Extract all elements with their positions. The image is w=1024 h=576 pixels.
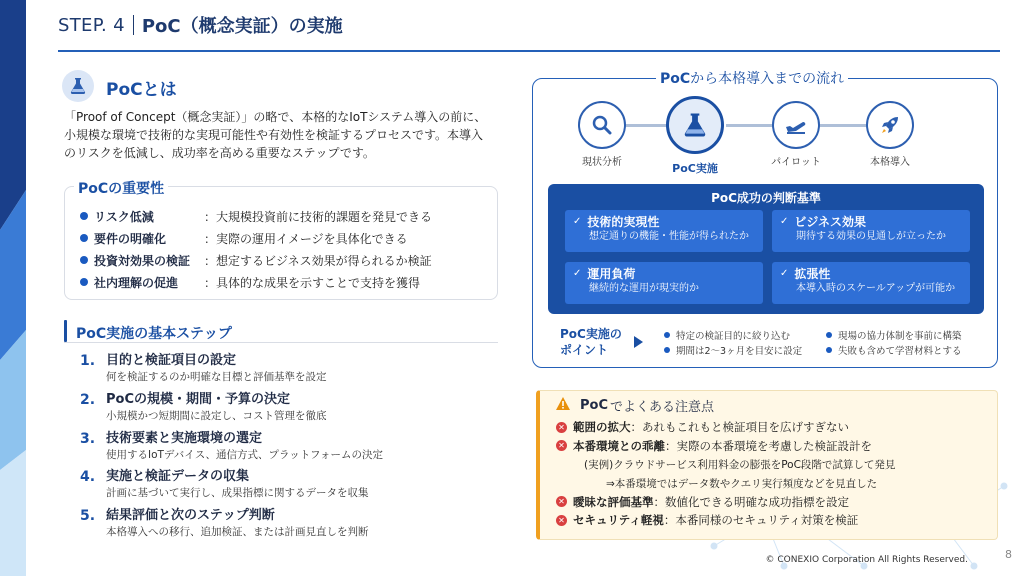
criteria-heading: 運用負荷 — [587, 267, 636, 281]
step-heading: 技術要素と実施環境の選定 — [106, 430, 263, 446]
list-item — [80, 391, 500, 430]
caution-key: 本番環境との乖離 — [573, 438, 665, 453]
step-description: 小規模かつ短期間に設定し、コスト管理を徹底 — [106, 409, 327, 422]
criteria-description: 継続的な運用が現実的か — [589, 283, 699, 294]
flow-node-label: パイロット — [771, 157, 821, 168]
airplane-icon — [772, 101, 820, 149]
flow-node-label: 本格導入 — [870, 157, 910, 168]
page-number: 8 — [1005, 548, 1012, 561]
flow-connector — [726, 124, 772, 127]
check-icon: ✓ — [780, 268, 789, 279]
flow-connector — [820, 124, 866, 127]
step-description: 本格導入への移行、追加検証、または計画見直しを判断 — [106, 526, 369, 539]
flow-title-rest: から本格導入までの流れ — [690, 71, 845, 87]
check-icon: ✓ — [573, 216, 582, 227]
step-description: 使用するIoTデバイス、通信方式、プラットフォームの決定 — [106, 448, 383, 461]
left-edge-decoration — [0, 0, 26, 576]
caution-title — [556, 396, 714, 415]
list-item — [80, 205, 490, 227]
criteria-heading: ビジネス効果 — [794, 215, 867, 229]
bullet-icon — [826, 347, 832, 353]
poc-about-description: 「Proof of Concept（概念実証）」の略で、本格的なIoTシステム導入の前に、小規模な環境で技術的な実現可能性や有効性を検証するプロセスです。本導入のリスクを低減し、成功率を高める重要なステップです。 — [64, 110, 487, 160]
steps-title-accent — [64, 320, 67, 342]
bullet-icon — [664, 332, 670, 338]
poc-about-title: PoCとは — [106, 80, 177, 100]
steps-list — [80, 352, 500, 546]
importance-key: 投資対効果の検証 — [94, 253, 191, 268]
bullet-icon — [80, 212, 88, 220]
list-item — [80, 249, 490, 271]
page-title: PoC（概念実証）の実施 — [141, 16, 343, 37]
bullet-icon — [80, 256, 88, 264]
points-label-line2: ポイント — [560, 343, 609, 357]
step-description: 計画に基づいて実行し、成果指標に関するデータを収集 — [106, 487, 369, 500]
caution-key: 曖昧な評価基準 — [573, 494, 654, 509]
list-item — [556, 418, 996, 437]
play-arrow-icon — [634, 336, 643, 348]
list-item — [664, 343, 802, 357]
criteria-description: 本導入時のスケールアップが可能か — [796, 283, 956, 294]
flow-node-label: PoC実施 — [672, 162, 718, 175]
warning-icon — [556, 397, 570, 414]
step-heading: 実施と検証データの収集 — [106, 469, 250, 485]
criteria-card — [772, 210, 970, 252]
step-heading: 目的と検証項目の設定 — [106, 353, 237, 368]
step-heading: PoCの規模・期間・予算の決定 — [106, 391, 290, 407]
caution-value: ：数値化できる明確な成功指標を設定 — [653, 494, 849, 509]
copyright: © CONEXIO Corporation All Rights Reserved. — [765, 555, 968, 565]
flow-connector — [626, 124, 666, 127]
criteria-heading: 技術的実現性 — [587, 215, 660, 229]
criteria-card — [565, 262, 763, 304]
caution-title-rest: でよくある注意点 — [610, 400, 715, 415]
criteria-card — [565, 210, 763, 252]
list-item — [556, 511, 996, 530]
flow-title-bold: PoC — [660, 71, 691, 87]
check-icon: ✓ — [573, 268, 582, 279]
point-text: 失敗も含めて学習材料とする — [838, 346, 962, 357]
close-circle-icon: ✕ — [556, 440, 567, 451]
step-heading: 結果評価と次のステップ判断 — [106, 508, 275, 524]
flask-icon — [666, 96, 724, 154]
list-item — [80, 352, 500, 391]
list-item — [80, 430, 500, 469]
points-label — [560, 326, 622, 358]
close-circle-icon: ✕ — [556, 496, 567, 507]
importance-key: リスク低減 — [94, 209, 154, 224]
close-circle-icon: ✕ — [556, 422, 567, 433]
caution-value: ：あれもこれもと検証項目を広げすぎない — [630, 420, 849, 435]
importance-key: 社内理解の促進 — [94, 275, 179, 290]
bullet-icon — [664, 347, 670, 353]
caution-example: (実例)クラウドサービス利用料金の膨張をPoC段階で試算して発見 — [584, 458, 896, 471]
caution-title-bold: PoC — [580, 398, 608, 413]
caution-key: セキュリティ軽視 — [573, 513, 664, 528]
step-description: 何を検証するのか明確な目標と評価基準を設定 — [106, 371, 327, 383]
step-number: 3. — [80, 430, 96, 447]
criteria-heading: 拡張性 — [794, 267, 831, 281]
slide-header — [58, 10, 343, 40]
list-item — [80, 271, 490, 293]
list-item — [556, 492, 996, 511]
list-item — [80, 227, 490, 249]
importance-title: PoCの重要性 — [74, 178, 168, 198]
steps-title: PoC実施の基本ステップ — [76, 326, 232, 342]
flow-title — [656, 68, 848, 88]
search-icon — [578, 101, 626, 149]
step-label: STEP. 4 — [58, 14, 125, 36]
header-separator — [133, 15, 134, 35]
points-label-line1: PoC実施の — [560, 327, 622, 341]
importance-list — [80, 205, 490, 293]
flask-icon — [62, 70, 94, 102]
header-rule — [58, 50, 1000, 52]
caution-key: 範囲の拡大 — [573, 420, 631, 435]
criteria-title: PoC成功の判断基準 — [711, 191, 821, 205]
criteria-card — [772, 262, 970, 304]
caution-example: ⇒本番環境ではデータ数やクエリ実行頻度などを見直した — [606, 477, 878, 490]
list-item — [826, 343, 962, 357]
importance-value: ：実際の運用イメージを具体化できる — [204, 231, 408, 246]
list-item — [80, 468, 500, 507]
list-item — [664, 328, 790, 342]
list-item — [826, 328, 962, 342]
point-text: 特定の検証目的に絞り込む — [676, 331, 791, 342]
step-number: 2. — [80, 391, 96, 408]
caution-value: ：本番同様のセキュリティ対策を検証 — [663, 513, 859, 528]
step-number: 1. — [80, 353, 96, 369]
close-circle-icon: ✕ — [556, 515, 567, 526]
list-item — [556, 437, 996, 456]
rocket-icon — [866, 101, 914, 149]
importance-value: ：具体的な成果を示すことで支持を獲得 — [204, 275, 421, 290]
step-number: 4. — [80, 469, 96, 486]
check-icon: ✓ — [780, 216, 789, 227]
list-item — [80, 507, 500, 546]
steps-divider — [64, 342, 498, 343]
caution-list — [556, 418, 996, 530]
importance-value: ：大規模投資前に技術的課題を発見できる — [204, 209, 433, 224]
point-text: 期間は2〜3ヶ月を目安に設定 — [676, 346, 803, 357]
caution-value: ：実際の本番環境を考慮した検証設計を — [665, 438, 872, 453]
criteria-description: 想定通りの機能・性能が得られたか — [589, 231, 749, 242]
bullet-icon — [826, 332, 832, 338]
flow-node-label: 現状分析 — [582, 157, 622, 168]
bullet-icon — [80, 234, 88, 242]
bullet-icon — [80, 278, 88, 286]
criteria-description: 期待する効果の見通しが立ったか — [796, 231, 946, 242]
importance-key: 要件の明確化 — [94, 231, 167, 246]
importance-value: ：想定するビジネス効果が得られるか検証 — [204, 253, 432, 268]
step-number: 5. — [80, 508, 96, 525]
point-text: 現場の協力体制を事前に構築 — [838, 331, 962, 342]
